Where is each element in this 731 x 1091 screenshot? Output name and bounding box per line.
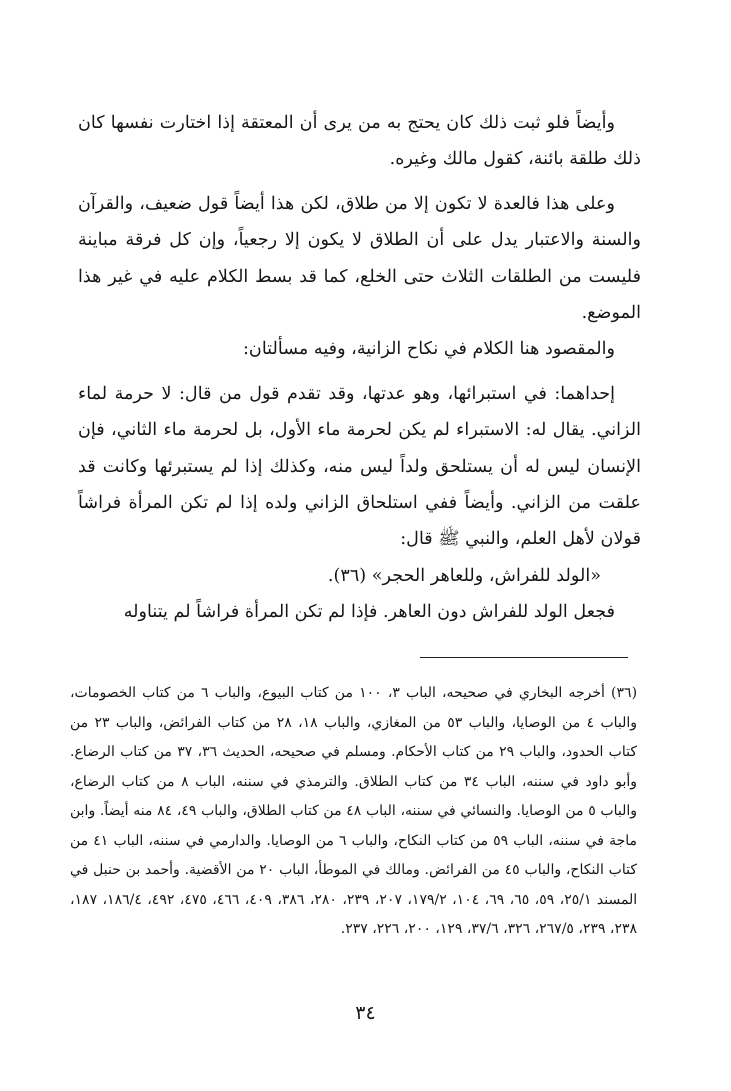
page-number: ٣٤	[355, 1002, 376, 1024]
paragraph: وعلى هذا فالعدة لا تكون إلا من طلاق، لكن هذا أيضاً قول ضعيف، والقرآن والسنة والاعتبار يدل على أن الطلاق لا يكون إلا رجعياً، وإن كل فرقة مباينة فليست من الطلقات الثلاث حتى الخلع، كما قد بسط الكلام عليه في غير هذا الموضع.	[78, 193, 641, 324]
paragraph: فجعل الولد للفراش دون العاهر. فإذا لم تكن المرأة فراشاً لم يتناوله	[123, 602, 615, 623]
footnote-divider	[420, 657, 628, 658]
hadith-quote: «الولد للفراش، وللعاهر الحجر» (٣٦).	[327, 565, 601, 586]
footnote-text: (٣٦) أخرجه البخاري في صحيحه، الباب ٣، ١٠٠ من كتاب البيوع، والباب ٦ من كتاب الخصومات، والباب ٤ من الوصايا، والباب ٥٣ من المغازي، والباب ١٨، ٢٨ من كتاب الفرائض، والباب ٢٣ من كتاب الحدود، والباب ٢٩ من كتاب الأحكام. ومسلم في صحيحه، الحديث ٣٦، ٣٧ من كتاب الرضاع. وأبو داود في سننه، الباب ٣٤ من كتاب الطلاق. والترمذي في سننه، الباب ٨ من كتاب الرضاع، والباب ٥ من الوصايا. والنسائي في سننه، الباب ٤٨ من كتاب الطلاق، والباب ٤٩، ٨٤ منه أيضاً. وابن ماجة في سننه، الباب ٥٩ من كتاب النكاح، والباب ٦ من الوصايا. والدارمي في سننه، الباب ٤١ من كتاب النكاح، والباب ٤٥ من الفرائض. ومالك في الموطأ، الباب ٢٠ من الأقضية. وأحمد بن حنبل في المسند ٢٥/١، ٥٩، ٦٥، ٦٩، ١٠٤، ١٧٩/٢، ٢٠٧، ٢٣٩، ٢٨٠، ٣٨٦، ٤٠٩، ٤٦٦، ٤٧٥، ٤٩٢، ١٨٦/٤، ١٨٧، ٢٣٨، ٢٣٩، ٢٦٧/٥، ٣٢٦، ٣٧/٦، ١٢٩، ٢٠٠، ٢٢٦، ٢٣٧.	[70, 685, 638, 937]
paragraph: وأيضاً فلو ثبت ذلك كان يحتج به من يرى أن المعتقة إذا اختارت نفسها كان ذلك طلقة بائنة، كقول مالك وغيره.	[78, 113, 641, 170]
main-text	[78, 105, 641, 631]
paragraph: إحداهما: في استبرائها، وهو عدتها، وقد تقدم قول من قال: لا حرمة لماء الزاني. يقال له: الاستبراء لم يكن لحرمة ماء الأول، بل لحرمة ماء الثاني، فإن الإنسان ليس له أن يستلحق ولداً ليس منه، وكذلك إذا لم يستبرئها وكانت قد علقت من الزاني. وأيضاً ففي استلحاق الزاني ولده إذا لم تكن المرأة فراشاً قولان لأهل العلم، والنبي ﷺ قال:	[78, 383, 641, 550]
paragraph: والمقصود هنا الكلام في نكاح الزانية، وفيه مسألتان:	[242, 339, 615, 360]
footnote	[70, 679, 637, 945]
